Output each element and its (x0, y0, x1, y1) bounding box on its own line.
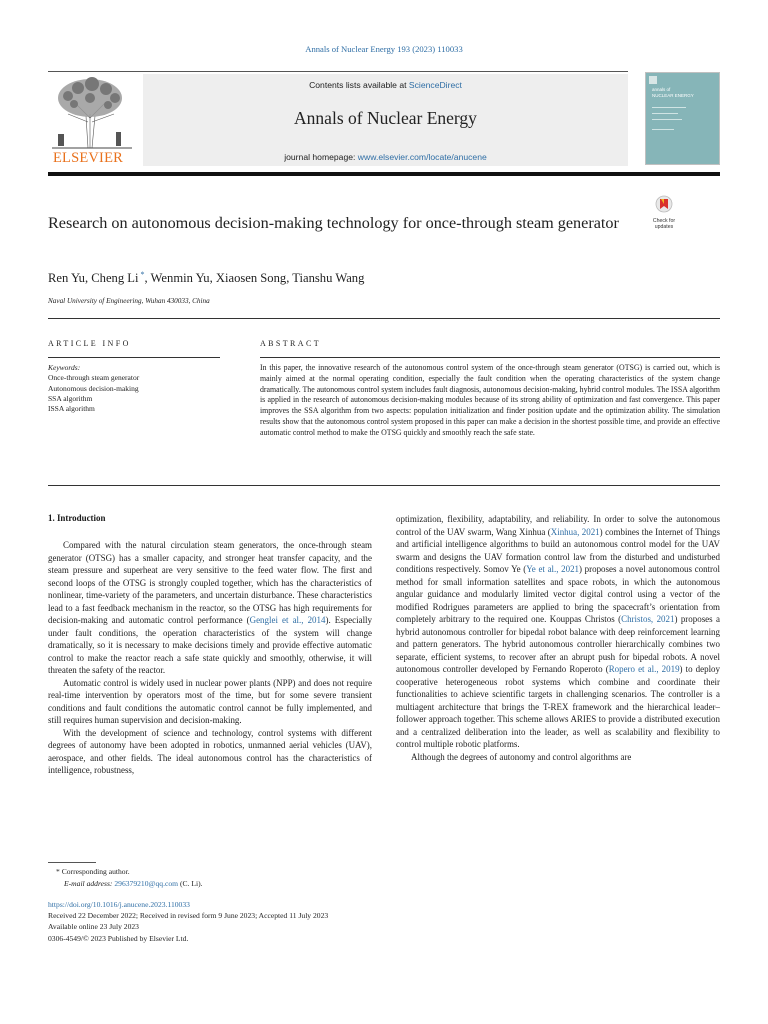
cover-line (652, 113, 678, 114)
cover-line (652, 129, 674, 130)
authors-part-2: , Wenmin Yu, Xiaosen Song, Tianshu Wang (144, 271, 365, 286)
email-link[interactable]: 296379210@qq.com (114, 879, 179, 888)
journal-homepage (143, 152, 628, 162)
footnotes (48, 866, 448, 890)
paragraph: Although the degrees of autonomy and control algorithms are (411, 751, 632, 762)
article-footer (48, 899, 548, 944)
paragraph: optimization, flexibility, adaptability, and reliability. In order to solve the autonomous control of the UAV swarm, Wang Xinhua (Xinhua, 2021) combines the Internet of Things and artificial intelligence algorithms to build an autonomous control model for the UAV swarm and designs the UAV formation control law from the disturbed and undisturbed conditions respectively. Somov Ye (Ye et al., 2021) proposes a novel autonomous control method for small information satellites and space robots, in which the autonomous angular guidance and modularly limited vector digital control using a vector of the modified Rodrigues parameters are applied to bring the spacecraft’s orientation from completely arbitrary to the required one. Kouppas Christos (Christos, 2021) proposes a hybrid autonomous controller for bipedal robot balance with deep reinforcement learning and pattern generators. The hybrid autonomous controller hierarchically combines two separate, efficient systems, to recover after an abrupt push for bipedal robots. A novel autonomous controller developed by Fernando Roperoto (Ropero et al., 2019) to deploy cooperative heterogeneous robot systems which combine and coordinate their functionalities to achieve scientific targets in challenging scenarios. The controller is a multiagent architecture that brings the T-REX framework and the hierarchical leader–follower approach together. This scheme allows ARIES to provide a distributed execution and a centralized deliberation into the leader, as well as scalability and flexibility to control multiple robotic platforms. (396, 514, 721, 749)
badge-line-1: Check for (652, 218, 676, 224)
homepage-prefix: journal homepage: (284, 152, 358, 162)
copyright: 0306-4549/© 2023 Published by Elsevier Ltd. (48, 933, 189, 943)
available-online: Available online 23 July 2023 (48, 922, 139, 932)
bookmark-icon (646, 195, 682, 213)
email-label: E-mail address: (64, 879, 115, 888)
section-divider (48, 318, 720, 319)
journal-homepage-link[interactable]: www.elsevier.com/locate/anucene (357, 152, 487, 162)
abstract-heading: ABSTRACT (260, 339, 321, 348)
check-for-updates-badge[interactable] (646, 195, 682, 228)
cover-line (652, 107, 686, 108)
badge-line-2: updates (654, 224, 674, 230)
corresponding-author-note: * Corresponding author. (56, 867, 130, 876)
body-column-left (48, 539, 372, 777)
cover-title: annals of NUCLEAR ENERGY (652, 87, 694, 98)
keyword-item: SSA algorithm (48, 393, 93, 403)
article-info-rule (48, 357, 220, 358)
paragraph: Automatic control is widely used in nuclear power plants (NPP) and does not require real-time intervention by operators most of the time, but for some severe transient conditions and fault conditions the automatic control cannot be fully implemented, and still requires human supervision and decision-making. (48, 677, 372, 725)
journal-reference-link[interactable]: Annals of Nuclear Energy 193 (2023) 110033 (305, 44, 463, 54)
email-note (48, 878, 448, 890)
journal-cover-thumbnail[interactable] (645, 72, 720, 165)
publisher-name: ELSEVIER (52, 150, 124, 166)
header-bottom-rule (48, 172, 720, 176)
citation-link[interactable]: Christos, 2021 (621, 614, 675, 624)
email-suffix: (C. Li). (178, 879, 203, 888)
article-info-heading: ARTICLE INFO (48, 339, 131, 348)
author-list (48, 270, 638, 286)
header-top-divider (48, 71, 628, 72)
abstract-rule (260, 357, 720, 358)
doi-link[interactable]: https://doi.org/10.1016/j.anucene.2023.110033 (48, 900, 190, 909)
cover-emblem-icon (649, 76, 657, 84)
keyword-item: Once-through steam generator (48, 373, 140, 383)
affiliation: Naval University of Engineering, Wuhan 430033, China (48, 297, 210, 305)
keyword-item: ISSA algorithm (48, 404, 95, 414)
contents-availability (143, 80, 628, 90)
body-column-right (396, 513, 720, 763)
received-dates: Received 22 December 2022; Received in revised form 9 June 2023; Accepted 11 July 2023 (48, 911, 329, 921)
section-divider (48, 485, 720, 486)
footnote-rule (48, 862, 96, 863)
contents-prefix: Contents lists available at (309, 80, 409, 90)
corresponding-author-mark[interactable]: * (138, 270, 145, 279)
journal-name: Annals of Nuclear Energy (294, 108, 477, 128)
citation-link[interactable]: Ropero et al., 2019 (608, 664, 680, 674)
paragraph: With the development of science and technology, control systems with different degrees of autonomy have been adopted in robotics, unmanned aerial vehicles (UAV), aerospace, and other fields. The ideal autonomous control has the characteristics of intelligence, robustness, (48, 727, 372, 775)
paragraph: Compared with the natural circulation steam generators, the once-through steam generator (OTSG) has a smaller capacity, and stronger heat transfer capacity, and the steam pressure and superheat are very sensitive to the feed water flow. The first and second loops of the OTSG is strongly coupled together, which has the characteristics of nonlinear, time-variety of the parameters, and uncertain disturbance. These characteristics lead to a fast feedback mechanism in the reactor, so the OTSG has high requirements for decision-making and automatic control performance (Genglei et al., 2014). Especially under fault conditions, the operation characteristics of the system will change dramatically, so it is necessary to make decisions timely and provide effective automatic control to make the reactor reach a safe state quickly and smoothly, otherwise, it will threaten the safety of the reactor. (48, 540, 372, 675)
keywords-label: Keywords: (48, 363, 81, 372)
citation-link[interactable]: Genglei et al., 2014 (249, 615, 326, 625)
keyword-item: Autonomous decision-making (48, 383, 139, 393)
cover-line (652, 119, 682, 120)
article-title: Research on autonomous decision-making technology for once-through steam generator (48, 214, 619, 232)
authors-part-1: Ren Yu, Cheng Li (48, 271, 139, 286)
keywords-block (48, 363, 223, 414)
introduction-heading: 1. Introduction (48, 513, 106, 523)
citation-link[interactable]: Ye et al., 2021 (526, 564, 580, 574)
abstract-text: In this paper, the innovative research of the autonomous control system of the once-through steam generator (OTSG) is carried out, which is mainly aimed at the normal operating condition, especially the fault condition when the operating characteristics of the system change dramatically. The autonomous control system includes fault diagnosis, autonomous decision-making, hybrid control modules. The ISSA algorithm is applied in the research of autonomous decision-making modules because of its strong ability of optimization and fast convergence. This paper improves the SSA algorithm from two aspects: population initialization and finder position update and the optimization ability. The simulation results show that the autonomous control system proposed in this paper can make a decision in the shortest possible time, and provide an effective automatic control method to make the OTSG quickly and smoothly reach the safe state. (260, 363, 720, 437)
sciencedirect-link[interactable]: ScienceDirect (408, 80, 462, 90)
citation-link[interactable]: Xinhua, 2021 (550, 526, 600, 537)
